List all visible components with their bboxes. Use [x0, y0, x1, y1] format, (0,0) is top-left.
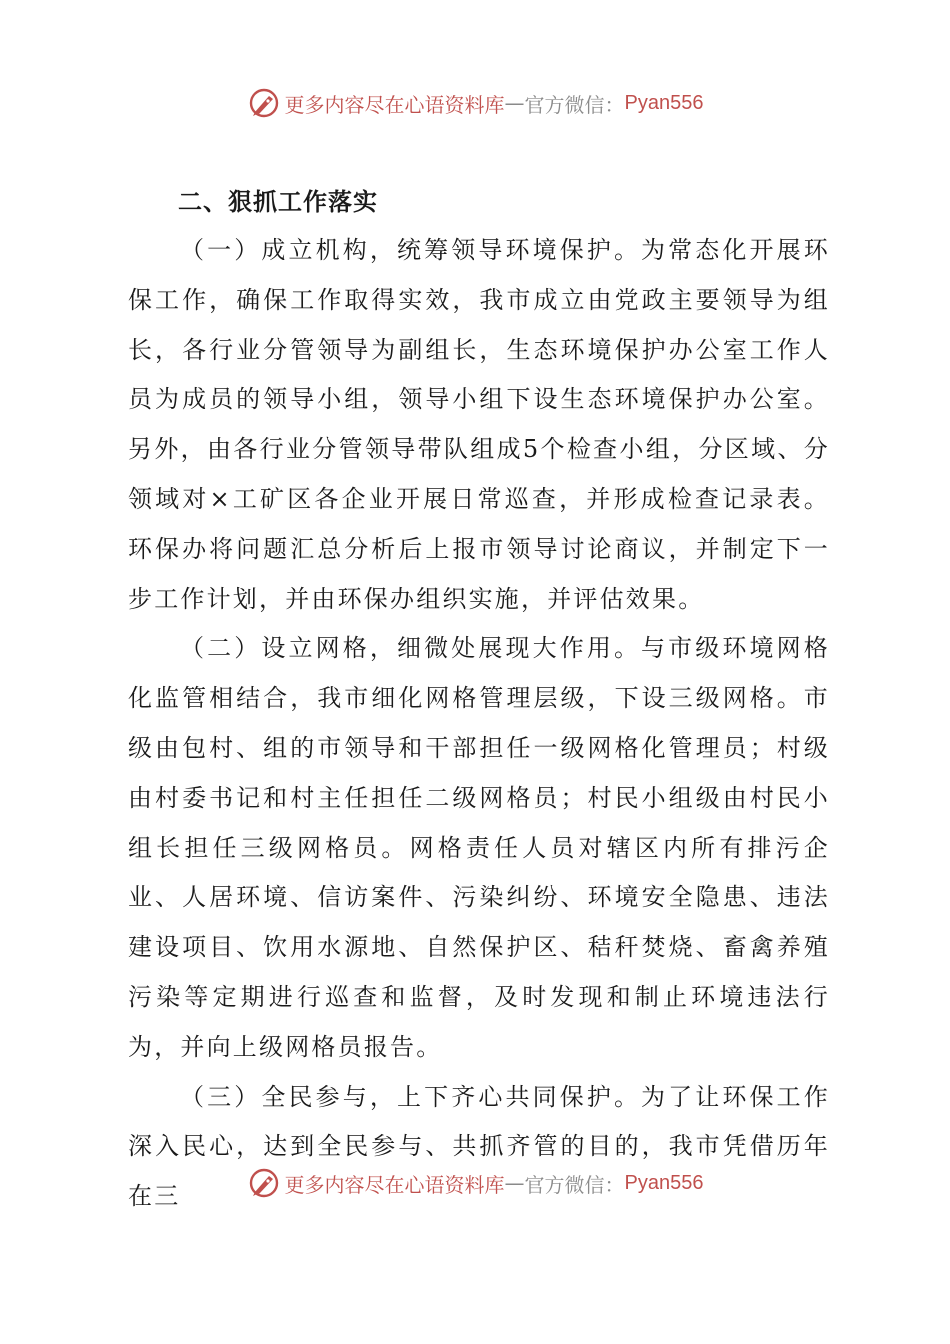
banner-main-text: 更多内容尽在心语资料库: [284, 92, 505, 117]
paragraph-2: （二）设立网格，细微处展现大作用。与市级环境网格化监管相结合，我市细化网格管理层级，下设三级网格。市级由包村、组的市领导和干部担任一级网格化管理员；村级由村委书记和村主任担任二级网格员；村民小组级由村民小组长担任三级网格员。网格责任人员对辖区内所有排污企业、人居环境、信访案件、污染纠纷、环境安全隐患、违法建设项目、饮用水源地、自然保护区、秸秆焚烧、畜禽养殖污染等定期进行巡查和监督，及时发现和制止环境违法行为，并向上级网格员报告。: [128, 634, 830, 1061]
banner-label: 官方微信：: [524, 1172, 625, 1197]
banner-dash: —: [504, 1171, 525, 1195]
banner-main-text: 更多内容尽在心语资料库: [284, 1172, 505, 1197]
pen-logo-icon: [247, 1166, 281, 1200]
header-banner: [0, 83, 950, 123]
document-body: [128, 178, 830, 1222]
banner-label: 官方微信：: [524, 92, 625, 117]
paragraph-1: （一）成立机构，统筹领导环境保护。为常态化开展环保工作，确保工作取得实效，我市成立由党政主要领导为组长，各行业分管领导为副组长，生态环境保护办公室工作人员为成员的领导小组，领导小组下设生态环境保护办公室。另外，由各行业分管领导带队组成5个检查小组，分区域、分领域对×工矿区各企业开展日常巡查，并形成检查记录表。环保办将问题汇总分析后上报市领导讨论商议，并制定下一步工作计划，并由环保办组织实施，并评估效果。: [128, 236, 830, 613]
paragraph-3: （三）全民参与，上下齐心共同保护。为了让环保工作深入民心，达到全民参与、共抓齐管的目的，我市凭借历年在三: [128, 1082, 830, 1211]
footer-banner: [0, 1163, 950, 1203]
section-heading: 二、狠抓工作落实: [178, 188, 378, 216]
banner-dash: —: [504, 91, 525, 115]
pen-logo-icon: [247, 86, 281, 120]
banner-wechat-id: Pyan556: [624, 91, 704, 114]
banner-wechat-id: Pyan556: [624, 1171, 704, 1194]
